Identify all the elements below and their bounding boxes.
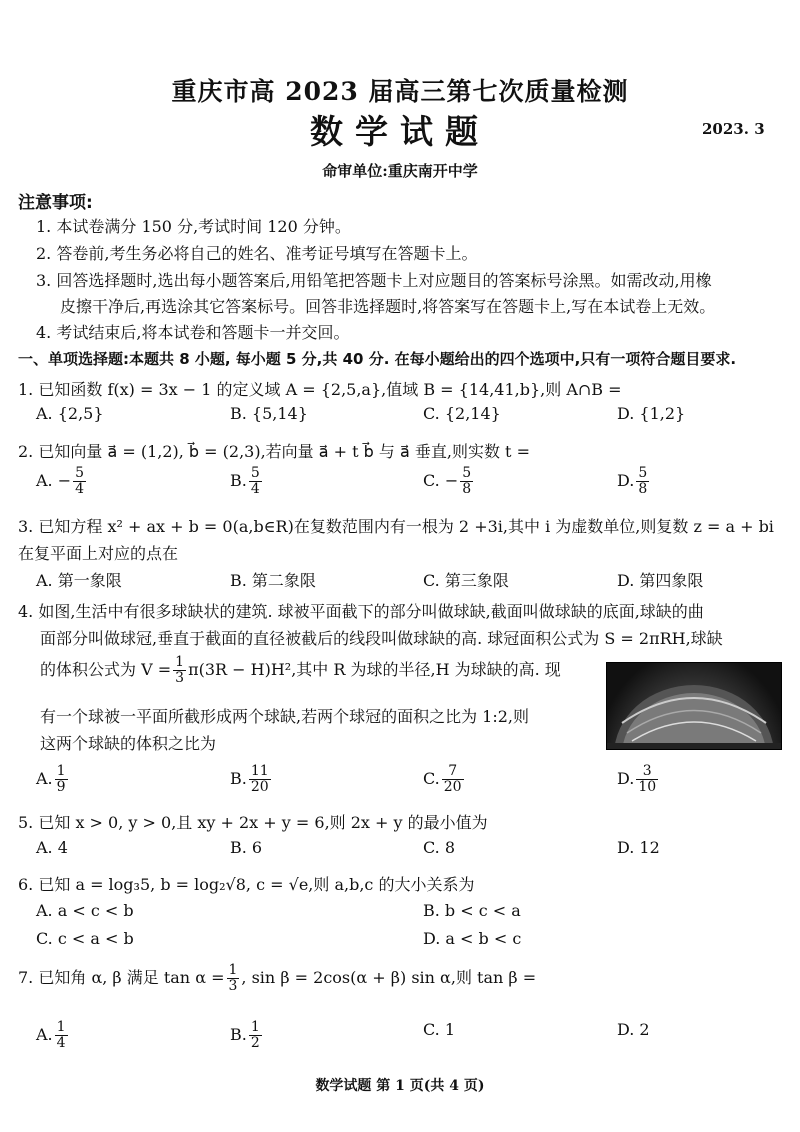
question-4-line3: 的体积公式为 V = $\frac{1}{3}$ π(3R − H)H²,其中 R 为球的半径,H 为球缺的高. 现 xyxy=(40,654,561,686)
section-heading: 一、单项选择题:本题共 8 小题, 每小题 5 分,共 40 分. 在每小题给出的四个选项中,只有一项符合题目要求. xyxy=(18,350,737,368)
question-7-stem: 7. 已知角 α, β 满足 tan α = $\frac{1}{3}$ , sin β = 2cos(α + β) sin α,则 tan β = xyxy=(18,962,537,994)
question-3-option-c: C. 第三象限 xyxy=(423,571,509,590)
fraction: $\frac{1}{4}$ xyxy=(56,1019,66,1051)
question-7-option-c: C. 1 xyxy=(423,1020,456,1039)
question-2-option-d: D. $\frac{5}{8}$ xyxy=(617,465,648,497)
notes-heading: 注意事项: xyxy=(18,193,93,213)
fraction: $\frac{1}{9}$ xyxy=(56,763,66,795)
question-6-stem: 6. 已知 a = log₃5, b = log₂√8, c = √e,则 a,b,c 的大小关系为 xyxy=(18,875,475,894)
setter-unit: 命审单位:重庆南开中学 xyxy=(322,162,478,180)
page-footer: 数学试题 第 1 页(共 4 页) xyxy=(315,1078,485,1094)
exam-date: 2023. 3 xyxy=(702,120,765,138)
fraction: $\frac{11}{20}$ xyxy=(250,763,269,795)
fraction: $\frac{7}{20}$ xyxy=(443,763,462,795)
question-3-stem-line1: 3. 已知方程 x² + ax + b = 0(a,b∈R)在复数范围内有一根为 2 +3i,其中 i 为虚数单位,则复数 z = a + bi xyxy=(18,517,774,536)
dome-building-image xyxy=(607,663,781,749)
fraction: $\frac{5}{8}$ xyxy=(462,465,472,497)
question-5-option-d: D. 12 xyxy=(617,838,660,857)
question-5-option-b: B. 6 xyxy=(230,838,263,857)
question-4-line4: 有一个球被一平面所截形成两个球缺,若两个球冠的面积之比为 1:2,则 xyxy=(40,707,530,726)
fraction: $\frac{5}{4}$ xyxy=(75,465,85,497)
question-2-option-c: C. − $\frac{5}{8}$ xyxy=(423,465,472,497)
question-6-option-c: C. c < a < b xyxy=(36,929,134,948)
question-7-option-a: A. $\frac{1}{4}$ xyxy=(36,1019,66,1051)
question-1-stem: 1. 已知函数 f(x) = 3x − 1 的定义域 A = {2,5,a},值域 B = {14,41,b},则 A∩B = xyxy=(18,380,622,399)
question-6-option-a: A. a < c < b xyxy=(36,901,134,920)
question-5-option-c: C. 8 xyxy=(423,838,456,857)
question-6-option-b: B. b < c < a xyxy=(423,901,521,920)
fraction: $\frac{1}{3}$ xyxy=(175,654,185,686)
question-4-option-c: C. $\frac{7}{20}$ xyxy=(423,763,462,795)
dome-building-photo xyxy=(606,662,782,750)
question-7-option-b: B. $\frac{1}{2}$ xyxy=(230,1019,260,1051)
exam-title-subject: 数学试题 xyxy=(310,112,490,151)
question-4-line1: 4. 如图,生活中有很多球缺状的建筑. 球被平面截下的部分叫做球缺,截面叫做球缺的底面,球缺的曲 xyxy=(18,602,704,621)
question-1-option-a: A. {2,5} xyxy=(36,404,104,423)
fraction: $\frac{3}{10}$ xyxy=(638,763,657,795)
question-7-option-d: D. 2 xyxy=(617,1020,650,1039)
question-1-option-b: B. {5,14} xyxy=(230,404,308,423)
question-5-stem: 5. 已知 x > 0, y > 0,且 xy + 2x + y = 6,则 2x + y 的最小值为 xyxy=(18,813,488,832)
question-2-option-b: B. $\frac{5}{4}$ xyxy=(230,465,260,497)
question-2-stem: 2. 已知向量 a⃗ = (1,2), b⃗ = (2,3),若向量 a⃗ + t b⃗ 与 a⃗ 垂直,则实数 t = xyxy=(18,442,530,461)
note-item: 4. 考试结束后,将本试卷和答题卡一并交回。 xyxy=(36,323,350,342)
question-3-stem-line2: 在复平面上对应的点在 xyxy=(18,544,179,563)
question-2-option-a: A. − $\frac{5}{4}$ xyxy=(36,465,85,497)
question-4-option-b: B. $\frac{11}{20}$ xyxy=(230,763,269,795)
question-3-option-d: D. 第四象限 xyxy=(617,571,704,590)
question-4-line2: 面部分叫做球冠,垂直于截面的直径被截后的线段叫做球缺的高. 球冠面积公式为 S = 2πRH,球缺 xyxy=(40,629,723,648)
fraction: $\frac{5}{4}$ xyxy=(250,465,260,497)
fraction: $\frac{5}{8}$ xyxy=(638,465,648,497)
fraction: $\frac{1}{3}$ xyxy=(228,962,238,994)
note-item: 1. 本试卷满分 150 分,考试时间 120 分钟。 xyxy=(36,217,351,236)
exam-title-line1: 重庆市高 2023 届高三第七次质量检测 xyxy=(171,77,629,106)
question-3-option-b: B. 第二象限 xyxy=(230,571,316,590)
question-1-option-c: C. {2,14} xyxy=(423,404,501,423)
question-4-option-d: D. $\frac{3}{10}$ xyxy=(617,763,657,795)
question-6-option-d: D. a < b < c xyxy=(423,929,522,948)
question-1-option-d: D. {1,2} xyxy=(617,404,686,423)
note-item: 2. 答卷前,考生务必将自己的姓名、准考证号填写在答题卡上。 xyxy=(36,244,478,263)
note-item: 皮擦干净后,再选涂其它答案标号。回答非选择题时,将答案写在答题卡上,写在本试卷上无效。 xyxy=(60,297,716,316)
question-4-option-a: A. $\frac{1}{9}$ xyxy=(36,763,66,795)
question-4-line5: 这两个球缺的体积之比为 xyxy=(40,734,217,753)
question-3-option-a: A. 第一象限 xyxy=(36,571,122,590)
fraction: $\frac{1}{2}$ xyxy=(250,1019,260,1051)
question-5-option-a: A. 4 xyxy=(36,838,68,857)
note-item: 3. 回答选择题时,选出每小题答案后,用铅笔把答题卡上对应题目的答案标号涂黑。如需改动,用橡 xyxy=(36,271,712,290)
